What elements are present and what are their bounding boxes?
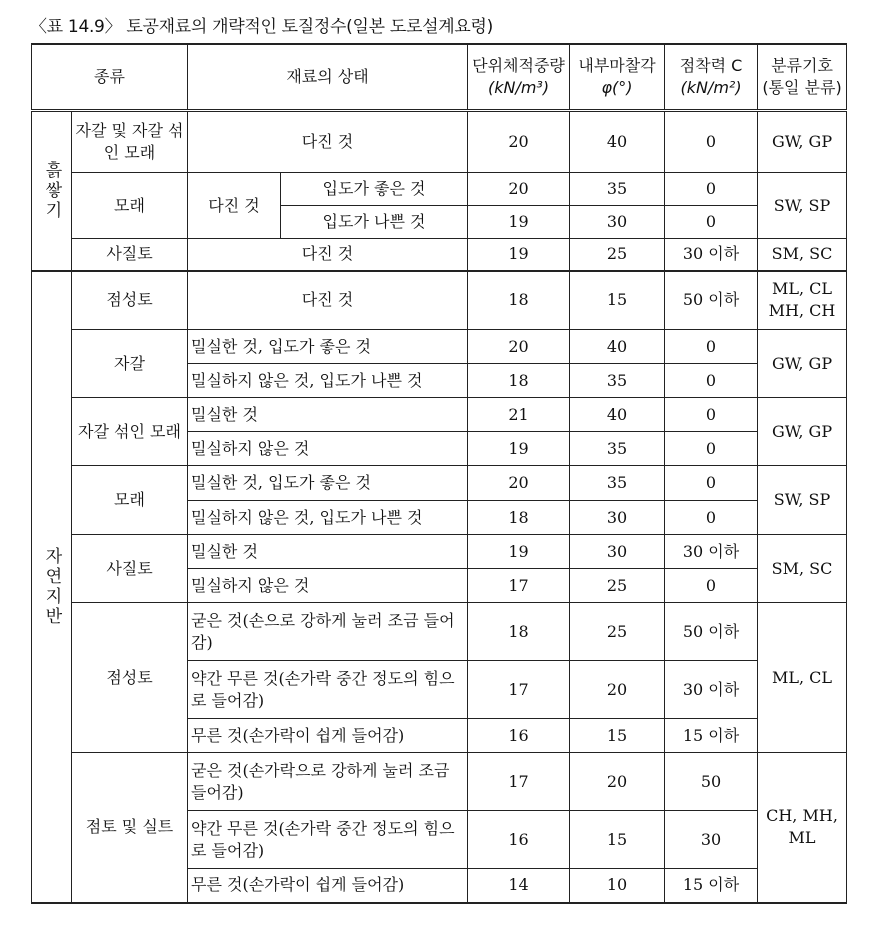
class-cell: ML, CL — [758, 603, 847, 753]
gamma-cell: 17 — [468, 661, 570, 719]
state-cell: 약간 무른 것(손가락 중간 정도의 힘으로 들어감) — [188, 811, 468, 869]
kind-cell: 자갈 및 자갈 섞인 모래 — [72, 111, 188, 173]
class-cell: GW, GP — [758, 111, 847, 173]
kind-cell: 자갈 — [72, 330, 188, 398]
kind-cell: 점토 및 실트 — [72, 753, 188, 903]
class-cell: GW, GP — [758, 398, 847, 466]
group-label-fill: 흙쌓기 — [32, 111, 72, 271]
gamma-cell: 19 — [468, 535, 570, 569]
c-cell: 0 — [665, 206, 758, 239]
class-cell: CH, MH, ML — [758, 753, 847, 903]
header-state: 재료의 상태 — [188, 44, 468, 111]
gamma-cell: 19 — [468, 432, 570, 466]
header-class: 분류기호 (통일 분류) — [758, 44, 847, 111]
c-cell: 0 — [665, 111, 758, 173]
c-cell: 0 — [665, 432, 758, 466]
c-cell: 50 이하 — [665, 271, 758, 330]
kind-cell: 점성토 — [72, 603, 188, 753]
phi-cell: 20 — [570, 661, 665, 719]
state-cell: 굳은 것(손으로 강하게 눌러 조금 들어감) — [188, 603, 468, 661]
table-row — [32, 271, 847, 330]
phi-cell: 15 — [570, 719, 665, 753]
class-cell: SM, SC — [758, 239, 847, 271]
class-cell: GW, GP — [758, 330, 847, 398]
state-cell: 다진 것 — [188, 111, 468, 173]
c-cell: 30 — [665, 811, 758, 869]
group-label-natural: 자연지반 — [32, 271, 72, 903]
table-row — [32, 466, 847, 501]
phi-cell: 15 — [570, 811, 665, 869]
gamma-cell: 18 — [468, 271, 570, 330]
state-cell: 밀실하지 않은 것 — [188, 432, 468, 466]
table-row — [32, 535, 847, 569]
gamma-cell: 20 — [468, 466, 570, 501]
header-cohesion: 점착력 C (kN/m²) — [665, 44, 758, 111]
state-cell: 다진 것 — [188, 173, 281, 239]
phi-cell: 30 — [570, 501, 665, 535]
table-row — [32, 330, 847, 364]
c-cell: 0 — [665, 173, 758, 206]
table-row — [32, 111, 847, 173]
gamma-cell: 17 — [468, 569, 570, 603]
gamma-cell: 17 — [468, 753, 570, 811]
kind-cell: 점성토 — [72, 271, 188, 330]
state-cell: 밀실한 것 — [188, 535, 468, 569]
state-cell: 다진 것 — [188, 239, 468, 271]
substate-cell: 입도가 나쁜 것 — [281, 206, 468, 239]
class-cell: ML, CL MH, CH — [758, 271, 847, 330]
state-cell: 다진 것 — [188, 271, 468, 330]
phi-cell: 10 — [570, 869, 665, 903]
c-cell: 0 — [665, 569, 758, 603]
class-cell: SW, SP — [758, 466, 847, 535]
kind-cell: 자갈 섞인 모래 — [72, 398, 188, 466]
c-cell: 15 이하 — [665, 869, 758, 903]
kind-cell: 사질토 — [72, 239, 188, 271]
table-row — [32, 173, 847, 206]
phi-cell: 35 — [570, 466, 665, 501]
state-cell: 약간 무른 것(손가락 중간 정도의 힘으로 들어감) — [188, 661, 468, 719]
state-cell: 밀실한 것 — [188, 398, 468, 432]
state-cell: 밀실하지 않은 것, 입도가 나쁜 것 — [188, 501, 468, 535]
header-row — [32, 44, 847, 111]
gamma-cell: 19 — [468, 239, 570, 271]
soil-constants-table — [31, 43, 847, 904]
gamma-cell: 20 — [468, 111, 570, 173]
kind-cell: 모래 — [72, 173, 188, 239]
phi-cell: 30 — [570, 206, 665, 239]
table-caption: 〈표 14.9〉 토공재료의 개략적인 토질정수(일본 도로설계요령) — [30, 17, 493, 37]
header-friction: 내부마찰각 φ(°) — [570, 44, 665, 111]
phi-cell: 30 — [570, 535, 665, 569]
c-cell: 0 — [665, 466, 758, 501]
phi-cell: 25 — [570, 603, 665, 661]
substate-cell: 입도가 좋은 것 — [281, 173, 468, 206]
phi-cell: 40 — [570, 111, 665, 173]
gamma-cell: 18 — [468, 603, 570, 661]
phi-cell: 25 — [570, 239, 665, 271]
state-cell: 밀실한 것, 입도가 좋은 것 — [188, 330, 468, 364]
kind-cell: 모래 — [72, 466, 188, 535]
phi-cell: 25 — [570, 569, 665, 603]
c-cell: 30 이하 — [665, 239, 758, 271]
c-cell: 50 이하 — [665, 603, 758, 661]
c-cell: 0 — [665, 398, 758, 432]
gamma-cell: 21 — [468, 398, 570, 432]
state-cell: 무른 것(손가락이 쉽게 들어감) — [188, 719, 468, 753]
gamma-cell: 19 — [468, 206, 570, 239]
gamma-cell: 16 — [468, 811, 570, 869]
gamma-cell: 14 — [468, 869, 570, 903]
c-cell: 30 이하 — [665, 535, 758, 569]
state-cell: 밀실하지 않은 것, 입도가 나쁜 것 — [188, 364, 468, 398]
phi-cell: 40 — [570, 330, 665, 364]
kind-cell: 사질토 — [72, 535, 188, 603]
class-cell: SW, SP — [758, 173, 847, 239]
table-row — [32, 603, 847, 661]
c-cell: 50 — [665, 753, 758, 811]
c-cell: 0 — [665, 330, 758, 364]
phi-cell: 15 — [570, 271, 665, 330]
state-cell: 밀실하지 않은 것 — [188, 569, 468, 603]
gamma-cell: 20 — [468, 330, 570, 364]
phi-cell: 35 — [570, 364, 665, 398]
state-cell: 굳은 것(손가락으로 강하게 눌러 조금 들어감) — [188, 753, 468, 811]
header-unit-weight: 단위체적중량 (kN/m³) — [468, 44, 570, 111]
gamma-cell: 16 — [468, 719, 570, 753]
gamma-cell: 18 — [468, 501, 570, 535]
c-cell: 30 이하 — [665, 661, 758, 719]
class-cell: SM, SC — [758, 535, 847, 603]
gamma-cell: 18 — [468, 364, 570, 398]
c-cell: 0 — [665, 501, 758, 535]
phi-cell: 35 — [570, 173, 665, 206]
phi-cell: 20 — [570, 753, 665, 811]
c-cell: 0 — [665, 364, 758, 398]
state-cell: 밀실한 것, 입도가 좋은 것 — [188, 466, 468, 501]
table-row — [32, 239, 847, 271]
phi-cell: 40 — [570, 398, 665, 432]
state-cell: 무른 것(손가락이 쉽게 들어감) — [188, 869, 468, 903]
gamma-cell: 20 — [468, 173, 570, 206]
c-cell: 15 이하 — [665, 719, 758, 753]
header-kind: 종류 — [32, 44, 188, 111]
table-row — [32, 753, 847, 811]
phi-cell: 35 — [570, 432, 665, 466]
table-row — [32, 398, 847, 432]
